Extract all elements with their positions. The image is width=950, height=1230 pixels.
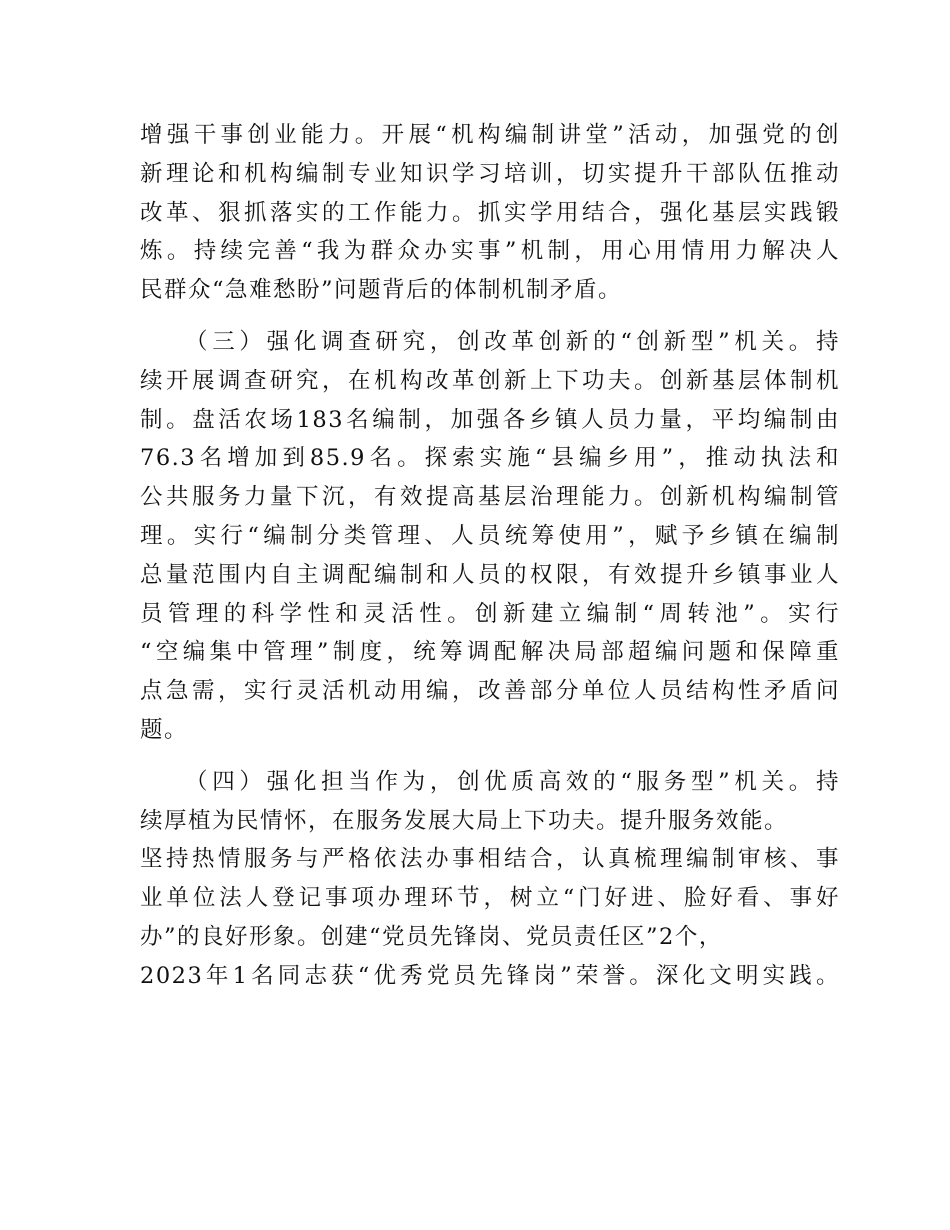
text-line: 办”的良好形象。创建“党员先锋岗、党员责任区”2个， (140, 923, 723, 950)
text-line: 坚持热情服务与严格依法办事相结合，认真梳理编制审核、事 (140, 846, 840, 873)
text-line: 增强干事创业能力。开展“机构编制讲堂”活动，加强党的创 (140, 122, 840, 148)
paragraph-gap (140, 750, 840, 763)
text-line: 公共服务力量下沉，有效提高基层治理能力。创新机构编制管 (140, 484, 840, 511)
text-line: 理。实行“编制分类管理、人员统筹使用”，赋予乡镇在编制 (140, 522, 840, 549)
text-line: 改革、狠抓落实的工作能力。抓实学用结合，强化基层实践锻 (140, 199, 840, 226)
text-line: 2023年1名同志获“优秀党员先锋岗”荣誉。深化文明实践。 (140, 962, 840, 989)
text-line: 题。 (140, 716, 189, 743)
text-line: （四）强化担当作为，创优质高效的“服务型”机关。持 (185, 768, 840, 795)
text-line: 民群众“急难愁盼”问题背后的体制机制矛盾。 (140, 277, 623, 304)
paragraph-gap (140, 310, 840, 323)
paragraph-3 (140, 763, 840, 996)
text-line: 炼。持续完善“我为群众办实事”机制，用心用情用力解决人 (140, 238, 840, 265)
text-line: 业单位法人登记事项办理环节，树立“门好进、脸好看、事好 (140, 885, 840, 912)
text-line: 员管理的科学性和灵活性。创新建立编制“周转池”。实行 (140, 600, 840, 627)
text-line: 制。盘活农场183名编制，加强各乡镇人员力量，平均编制由 (140, 406, 840, 433)
text-line: 总量范围内自主调配编制和人员的权限，有效提升乡镇事业人 (140, 561, 840, 588)
text-line: 76.3名增加到85.9名。探索实施“县编乡用”，推动执法和 (140, 445, 840, 472)
paragraph-1 (140, 116, 840, 310)
text-line: 续厚植为民情怀，在服务发展大局上下功夫。提升服务效能。 (140, 807, 789, 834)
text-line: 续开展调查研究，在机构改革创新上下功夫。创新基层体制机 (140, 367, 840, 394)
text-line: 点急需，实行灵活机动用编，改善部分单位人员结构性矛盾问 (140, 678, 840, 705)
text-line: 新理论和机构编制专业知识学习培训，切实提升干部队伍推动 (140, 160, 840, 187)
text-line: “空编集中管理”制度，统筹调配解决局部超编问题和保障重 (140, 639, 840, 666)
paragraph-2 (140, 323, 840, 750)
text-line: （三）强化调查研究，创改革创新的“创新型”机关。持 (185, 328, 840, 355)
document-body (140, 116, 840, 996)
